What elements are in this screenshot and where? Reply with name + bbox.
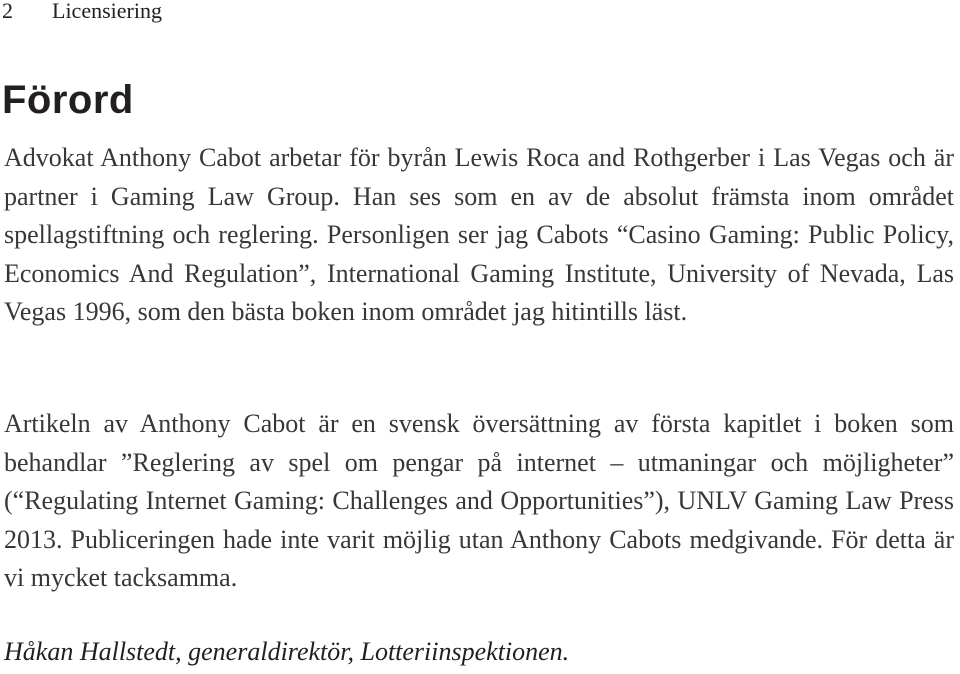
- section-name: Licensiering: [52, 0, 162, 23]
- paragraph-intro: Advokat Anthony Cabot arbetar för byrån Lewis Roca and Rothgerber i Las Vegas och är partner i Gaming Law Group. Han ses som en av de absolut främsta inom området spellagstiftning och reglering. Personligen ser jag Cabots “Casino Gaming: Public Policy, Economics And Regulation”, International Gaming Institute, University of Nevada, Las Vegas 1996, som den bästa boken inom området jag hitintills läst.: [4, 143, 954, 326]
- paragraph-article: Artikeln av Anthony Cabot är en svensk översättning av första kapitlet i boken som behandlar ”Reglering av spel om pengar på internet – utmaningar och möjligheter” (“Regulating Internet Gaming: Challenges and Opportunities”), UNLV Gaming Law Press 2013. Publiceringen hade inte varit möjlig utan Anthony Cabots medgivande. För detta är vi mycket tacksamma.: [4, 409, 954, 592]
- page-title: Förord: [2, 78, 134, 122]
- running-header: [2, 0, 162, 24]
- page-number: 2: [2, 0, 13, 23]
- signature: Håkan Hallstedt, generaldirektör, Lotteriinspektionen.: [4, 637, 570, 666]
